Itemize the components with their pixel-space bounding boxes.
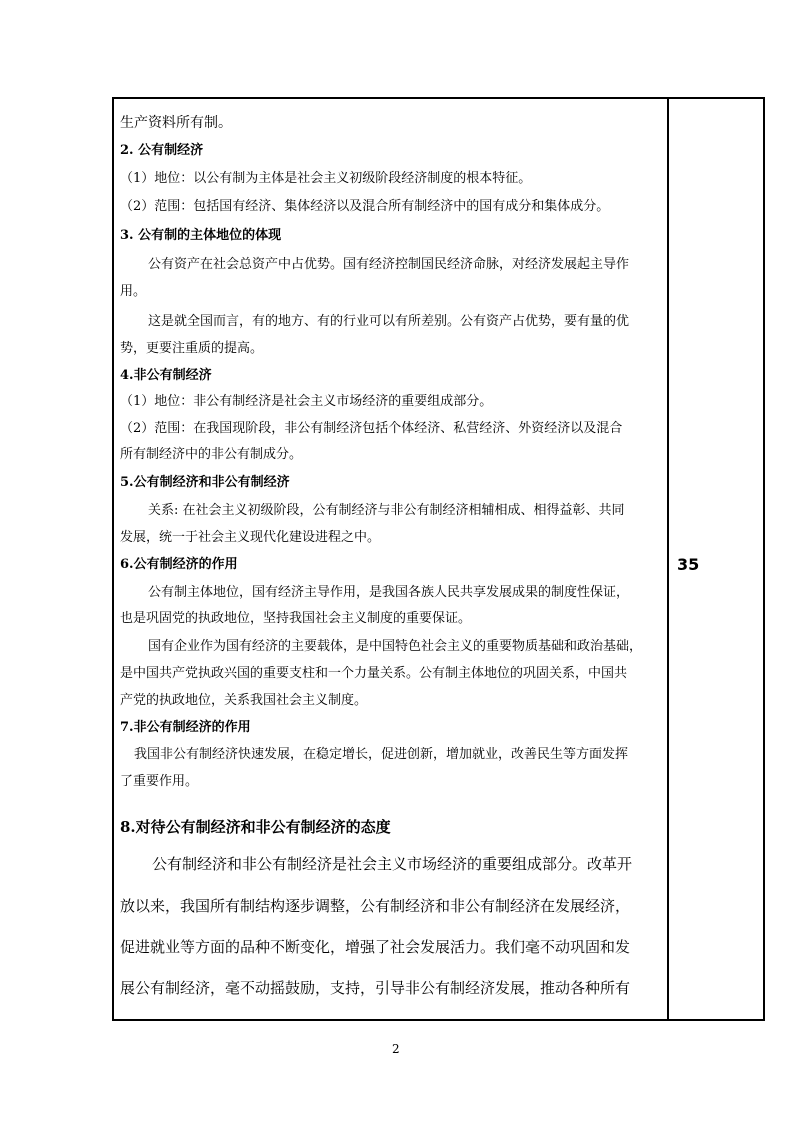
section-heading: 7.非公有制经济的作用 xyxy=(120,720,251,735)
text-line: 发展，统一于社会主义现代化建设进程之中。 xyxy=(120,530,381,545)
text-line: 展公有制经济，毫不动摇鼓励，支持，引导非公有制经济发展，推动各种所有 xyxy=(120,979,631,997)
section-heading: 5.公有制经济和非公有制经济 xyxy=(120,475,290,490)
text-line: （1）地位：非公有制经济是社会主义市场经济的重要组成部分。 xyxy=(120,394,493,409)
section-heading: 8.对待公有制经济和非公有制经济的态度 xyxy=(120,818,391,836)
text-line: 这是就全国而言，有的地方、有的行业可以有所差别。公有资产占优势，要有量的优 xyxy=(148,314,630,329)
text-line: 所有制经济中的非公有制成分。 xyxy=(120,447,303,462)
text-line: 关系: 在社会主义初级阶段，公有制经济与非公有制经济相辅相成、相得益彰、共同 xyxy=(148,503,625,518)
text-line: 也是巩固党的执政地位，坚持我国社会主义制度的重要保证。 xyxy=(120,611,472,626)
text-line: 用。 xyxy=(120,284,147,299)
page-number: 2 xyxy=(392,1042,400,1056)
text-line: （2）范围：在我国现阶段，非公有制经济包括个体经济、私营经济、外资经济以及混合 xyxy=(120,421,623,436)
text-line: 生产资料所有制。 xyxy=(120,115,232,131)
section-heading: 4.非公有制经济 xyxy=(120,368,212,383)
text-line: 是中国共产党执政兴国的重要支柱和一个力量关系。公有制主体地位的巩固关系，中国共 xyxy=(120,666,628,681)
text-line: 我国非公有制经济快速发展，在稳定增长，促进创新，增加就业，改善民生等方面发挥 xyxy=(134,747,629,762)
text-line: 势，更要注重质的提高。 xyxy=(120,341,264,356)
text-line: 公有制经济和非公有制经济是社会主义市场经济的重要组成部分。改革开 xyxy=(152,855,633,873)
score-value: 35 xyxy=(677,555,700,574)
text-line: 公有资产在社会总资产中占优势。国有经济控制国民经济命脉，对经济发展起主导作 xyxy=(148,257,630,272)
text-line: 放以来，我国所有制结构逐步调整，公有制经济和非公有制经济在发展经济， xyxy=(120,897,631,915)
section-heading: 3. 公有制的主体地位的体现 xyxy=(120,228,282,243)
score-cell xyxy=(669,99,763,1019)
text-line: 了重要作用。 xyxy=(120,774,199,789)
text-line: 公有制主体地位，国有经济主导作用，是我国各族人民共享发展成果的制度性保证， xyxy=(148,585,630,600)
text-line: 国有企业作为国有经济的主要载体，是中国特色社会主义的重要物质基础和政治基础， xyxy=(148,639,643,654)
text-line: 促进就业等方面的品种不断变化，增强了社会发展活力。我们毫不动巩固和发 xyxy=(120,938,631,956)
text-line: （1）地位：以公有制为主体是社会主义初级阶段经济制度的根本特征。 xyxy=(120,171,532,186)
text-line: 产党的执政地位，关系我国社会主义制度。 xyxy=(120,693,368,708)
text-line: （2）范围：包括国有经济、集体经济以及混合所有制经济中的国有成分和集体成分。 xyxy=(120,199,610,214)
section-heading: 6.公有制经济的作用 xyxy=(120,557,238,572)
content-cell xyxy=(114,99,667,1019)
content-table xyxy=(112,97,765,1021)
section-heading: 2. 公有制经济 xyxy=(120,143,204,158)
